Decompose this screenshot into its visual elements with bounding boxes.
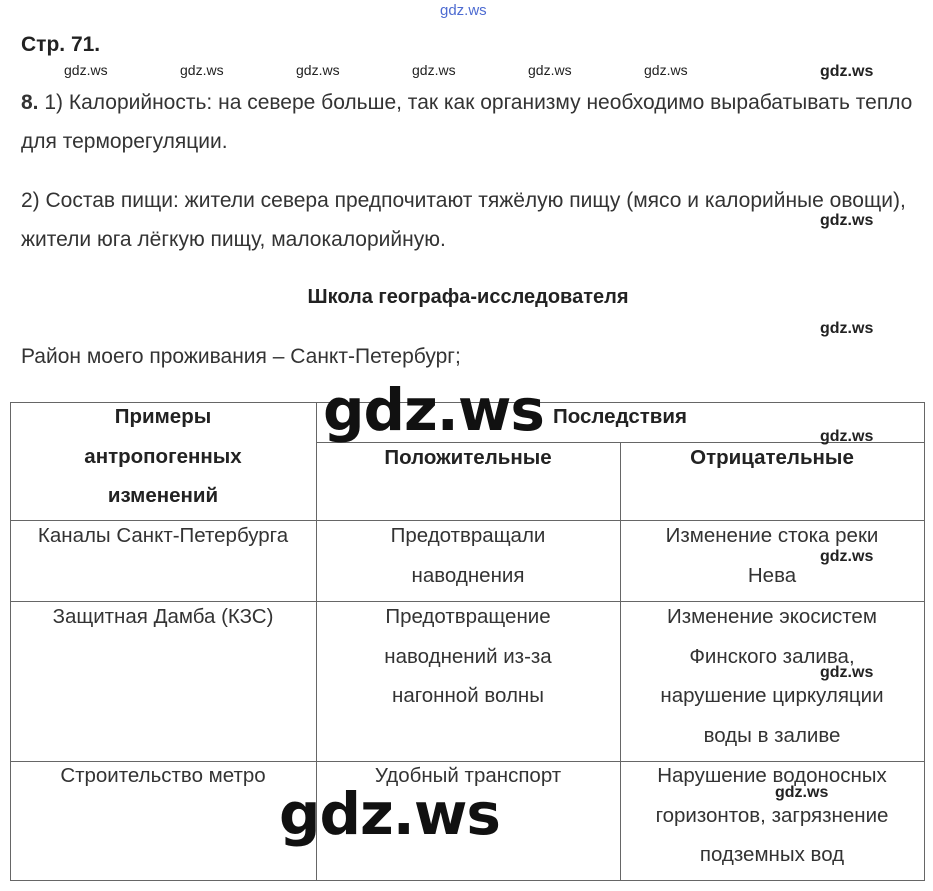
watermark: gdz.ws [820, 664, 874, 681]
table-cell-positive: Предотвращали наводнения [390, 524, 546, 587]
table-cell-positive: Предотвращение наводнений из-за нагонной волны [384, 605, 552, 707]
watermark: gdz.ws [820, 320, 874, 337]
table-border [10, 402, 11, 881]
task-part-1-text: 1) Калорийность: на севере больше, так как организму необходимо вырабатывать тепло для терморегуляции. [21, 91, 913, 153]
watermark: gdz.ws [820, 212, 874, 229]
header-examples: Примеры антропогенных изменений [84, 405, 242, 507]
watermark-large: gdz.ws [323, 376, 544, 444]
table-cell-example: Каналы Санкт-Петербурга [37, 524, 289, 547]
task-part-1 [21, 83, 921, 161]
header-negative: Отрицательные [690, 446, 854, 469]
watermark: gdz.ws [528, 62, 572, 78]
watermark: gdz.ws [412, 62, 456, 78]
table-cell-negative: Изменение экосистем Финского залива, нарушение циркуляции воды в заливе [660, 605, 884, 747]
table-border [924, 402, 925, 881]
watermark: gdz.ws [775, 784, 829, 801]
region-line: Район моего проживания – Санкт-Петербург; [21, 345, 461, 368]
table-cell-example: Строительство метро [60, 764, 266, 787]
watermark: gdz.ws [64, 62, 108, 78]
table-border [10, 880, 925, 881]
watermark: gdz.ws [296, 62, 340, 78]
header-consequences: Последствия [553, 405, 687, 428]
table-cell-example: Защитная Дамба (КЗС) [52, 605, 274, 628]
task-part-2: 2) Состав пищи: жители севера предпочитают тяжёлую пищу (мясо и калорийные овощи), жители юга лёгкую пищу, малокалорийную. [21, 189, 906, 251]
task-number: 8. [21, 91, 39, 114]
watermark: gdz.ws [180, 62, 224, 78]
section-title: Школа географа-исследователя [307, 286, 629, 308]
watermark: gdz.ws [820, 63, 874, 80]
table-cell-negative: Изменение стока реки Нева [665, 524, 879, 587]
page-label: Стр. 71. [21, 33, 101, 56]
table-cell-negative: Нарушение водоносных горизонтов, загрязнение подземных вод [655, 764, 889, 866]
table-border [620, 442, 621, 881]
table-cell-positive: Удобный транспорт [374, 764, 562, 787]
watermark: gdz.ws [820, 428, 874, 445]
watermark-top: gdz.ws [440, 2, 487, 19]
watermark: gdz.ws [644, 62, 688, 78]
watermark: gdz.ws [820, 548, 874, 565]
watermark-large: gdz.ws [279, 780, 500, 848]
header-positive: Положительные [384, 446, 552, 469]
